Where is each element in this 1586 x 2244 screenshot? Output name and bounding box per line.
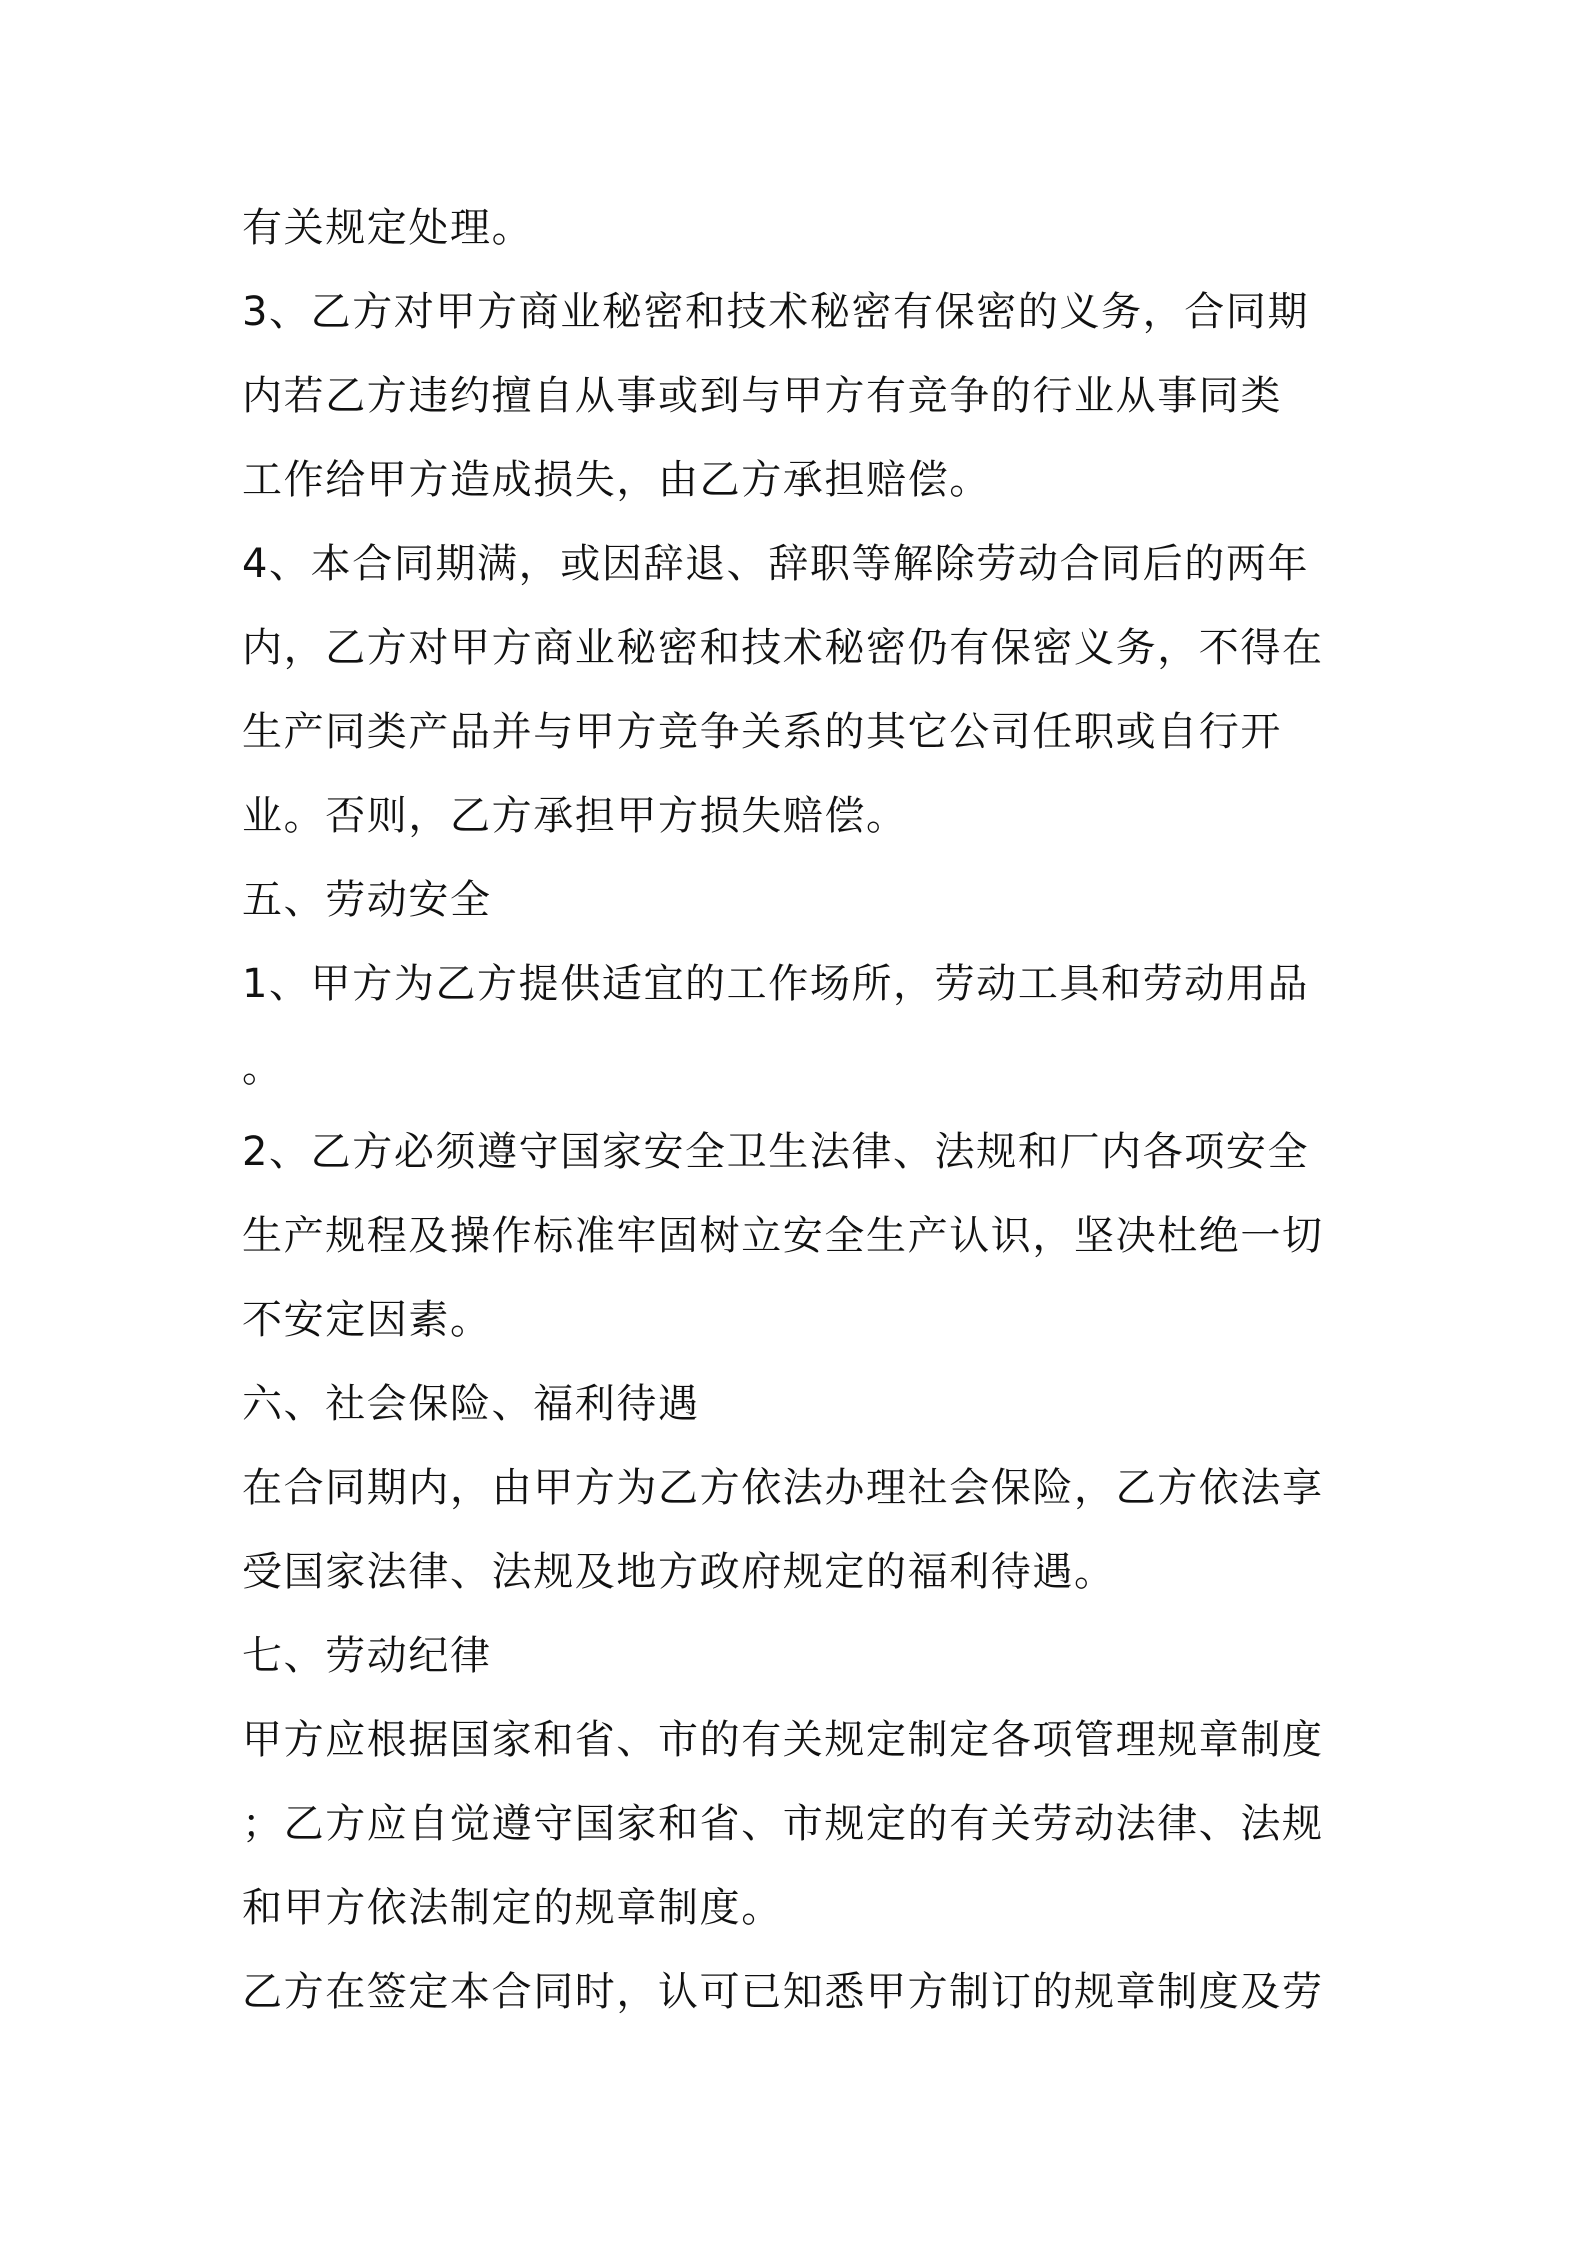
section-heading: 七、劳动纪律: [242, 1633, 492, 1679]
text-line: 有关规定处理。: [242, 205, 534, 251]
text-line: 内，乙方对甲方商业秘密和技术秘密仍有保密义务，不得在: [242, 625, 1324, 671]
text-line: 乙方在签定本合同时，认可已知悉甲方制订的规章制度及劳: [242, 1969, 1324, 2015]
text-line: 1、甲方为乙方提供适宜的工作场所，劳动工具和劳动用品: [242, 961, 1310, 1007]
text-line: 不安定因素。: [242, 1297, 492, 1343]
text-line: 甲方应根据国家和省、市的有关规定制定各项管理规章制度: [242, 1717, 1324, 1763]
text-line: 受国家法律、法规及地方政府规定的福利待遇。: [242, 1549, 1116, 1595]
text-line: 3、乙方对甲方商业秘密和技术秘密有保密的义务，合同期: [242, 289, 1310, 335]
text-line: ；乙方应自觉遵守国家和省、市规定的有关劳动法律、法规: [242, 1801, 1324, 1847]
text-line: 内若乙方违约擅自从事或到与甲方有竞争的行业从事同类: [242, 373, 1282, 419]
text-line: 工作给甲方造成损失，由乙方承担赔偿。: [242, 457, 991, 503]
section-heading: 六、社会保险、福利待遇: [242, 1381, 700, 1427]
text-line: 生产同类产品并与甲方竞争关系的其它公司任职或自行开: [242, 709, 1282, 755]
text-line: 和甲方依法制定的规章制度。: [242, 1885, 783, 1931]
text-line: 。: [242, 1045, 284, 1091]
text-line: 4、本合同期满，或因辞退、辞职等解除劳动合同后的两年: [242, 541, 1310, 587]
text-line: 业。否则，乙方承担甲方损失赔偿。: [242, 793, 908, 839]
text-line: 2、乙方必须遵守国家安全卫生法律、法规和厂内各项安全: [242, 1129, 1310, 1175]
text-line: 生产规程及操作标准牢固树立安全生产认识，坚决杜绝一切: [242, 1213, 1324, 1259]
text-line: 在合同期内，由甲方为乙方依法办理社会保险，乙方依法享: [242, 1465, 1324, 1511]
section-heading: 五、劳动安全: [242, 877, 492, 923]
